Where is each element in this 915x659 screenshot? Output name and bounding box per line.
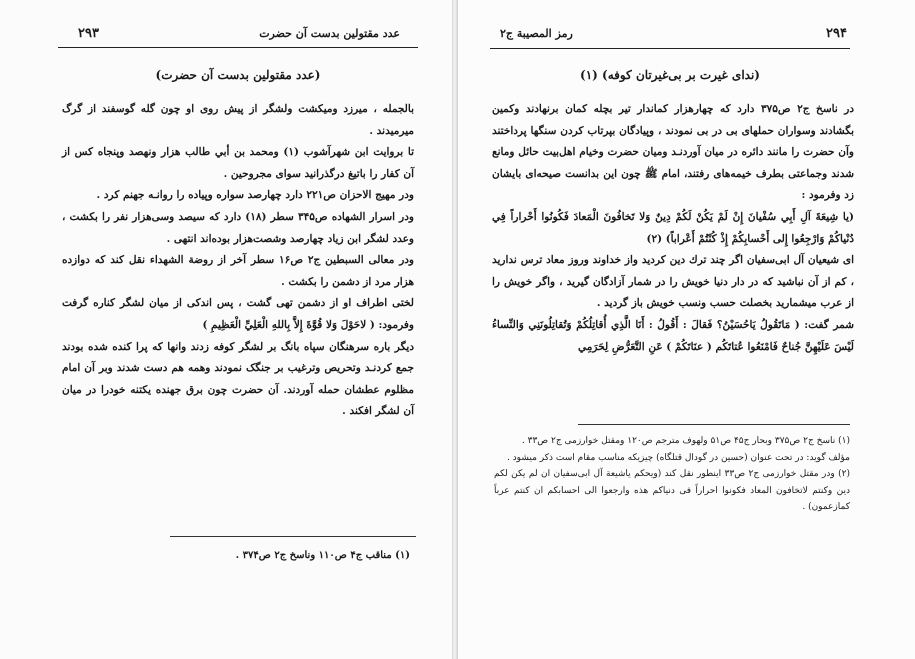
body-text bbox=[492, 99, 854, 358]
paragraph: ای شیعیان آل ابی‌سفیان اگر چند ترك دین کردید واز خداوند وروز معاد ترس ندارید ، کم از آن نباشید که در دار دنیا خویش را در شمار آزادگان گیرید ، واگر خویش را از عرب میشمارید بخصلت حسب ونسب خویش باز گردید . bbox=[492, 254, 854, 310]
page-number: ۲۹۴ bbox=[826, 26, 847, 41]
paragraph: در ناسخ ج۲ ص۳۷۵ دارد که چهارهزار کماندار تیر بچله کمان برنهادند وکمین بگشادند وسواران حملهای بی در بی نمودند ، وپیادگان بپرتاب کردن سنگها پرداختند وآن حضرت را مانند دائره در میان آوردنـد ومیان حضرت وخیام اهل‌بیت حائل ومانع شدند وجماعتی بطرف خیمه‌های رفتند، امام ﷺ چون این بدانست صیحه‌ای بایشان زد وفرمود : bbox=[492, 103, 854, 202]
running-title: رمز المصیبة ج۲ bbox=[500, 27, 573, 40]
paragraph: (یا شِیعَةَ آلِ أَبِي سُفْیانَ إِنْ لَمْ یَکُنْ لَکُمْ دِینٌ وَلا تَخافُونَ الْمَعادَ فَکُونُوا أَحْراراً فِي دُنْیاکُمْ وَارْجِعُوا إِلی أَحْسابِکُمْ إِذْ کُنْتُمْ أَعْراباً) (۲) bbox=[492, 210, 854, 245]
section-heading: (عدد مقتولین بدست آن حضرت) bbox=[155, 68, 321, 82]
running-title: عدد مقتولین بدست آن حضرت bbox=[259, 27, 400, 40]
paragraph: ودر معالی السبطین ج۲ ص۱۶ سطر آخر از روضة الشهداء نقل کند که دوازده هزار مرد از دشمن را بکشت . bbox=[62, 254, 415, 288]
body-text bbox=[62, 99, 414, 423]
right-page bbox=[458, 0, 915, 659]
footnote: مؤلف گوید: در تحت عنوان (حسین در گودال قتلگاه) چیزیکه مناسب مقام است ذکر میشود . bbox=[506, 452, 850, 463]
paragraph: شمر گفت: ( مَاتَقُولُ یَاحُسَیْنُ؟ فَقالَ : أَقُولُ : أَنَا الَّذِي أُقاتِلُکُمْ وَتُقاتِلُونَنِي وَالنِّساءُ لَیْسَ عَلَیْهِنَّ جُناحٌ فَامْنَعُوا عُتاتَکُم ( عنَاتَکُمْ ) عَنِ التَّعَرُّضِ لِحَرَمِي bbox=[492, 318, 854, 353]
footnote: (۲) ودر مقتل خوارزمی ج۲ ص۳۳ اینطور نقل کند (ویحکم یاشیعة آل ابی‌سفیان ان لم یکن لکم دین وکنتم لاتخافون المعاد فکونوا احراراً فی دنیاکم هذه وارجعوا الی احسابکم ان کنتم عرباً کمازعمون) . bbox=[494, 469, 850, 512]
header-rule bbox=[490, 48, 850, 49]
footnote-rule bbox=[170, 536, 416, 537]
paragraph: بالجمله ، میرزد ومیکشت ولشگر از پیش روی او چون گله گوسفند از گرگ میرمیدند . bbox=[62, 103, 414, 137]
paragraph: ودر مهیج الاحزان ص۲۲۱ دارد چهارصد سواره وپیاده را روانـه جهنم کرد . bbox=[96, 189, 414, 202]
paragraph: تا بروایت ابن شهرآشوب (۱) ومحمد بن أبي طالب هزار ونهصد وپنجاه کس از آن کفار را باتیغ درگذرانید سوای مجروحین . bbox=[62, 146, 414, 180]
paragraph: ودر اسرار الشهاده ص۳۴۵ سطر (۱۸) دارد که سیصد وسی‌هزار نفر را بکشت ، وعدد لشگر ابن زیاد چهارصد وشصت‌هزار بوده‌اند انتهی . bbox=[62, 210, 414, 245]
page-number: ۲۹۳ bbox=[78, 26, 99, 41]
paragraph: دیگر باره سرهنگان سپاه بانگ بر لشگر کوفه زدند وانها که پرا کنده شده بودند جمع کردنـد وتحریص وترغیب بر جنگک نمودند وهمه هم دست شدند وبر آن امام مظلوم عطشان حمله آوردند. آن حضرت چون برق جهنده یکتنه خودرا در میان آن لشگر افکند . bbox=[62, 340, 414, 418]
footnote: (۱) ناسخ ج۲ ص۳۷۵ وبحار ج۴۵ ص۵۱ ولهوف مترجم ص۱۲۰ ومقتل خوارزمی ج۲ ص۳۳ . bbox=[521, 436, 850, 446]
section-heading: (ندای غیرت بر بی‌غیرتان کوفه) (۱) bbox=[580, 68, 760, 82]
footnote: (۱) مناقب ج۴ ص۱۱۰ وناسخ ج۲ ص۳۷۴ . bbox=[235, 550, 410, 561]
footnote-rule bbox=[578, 424, 850, 425]
header-rule bbox=[58, 47, 418, 48]
footnotes bbox=[494, 433, 850, 516]
left-page bbox=[0, 0, 452, 659]
paragraph: لختی اطراف او از دشمن تهی گشت ، پس اندکی از میان لشگر کناره گرفت وفرمود: ( لاحَوْلَ وَلا قُوَّةَ إِلاَّ بِاللهِ الْعَلِيِّ الْعَظِيمِ ) bbox=[62, 297, 414, 331]
